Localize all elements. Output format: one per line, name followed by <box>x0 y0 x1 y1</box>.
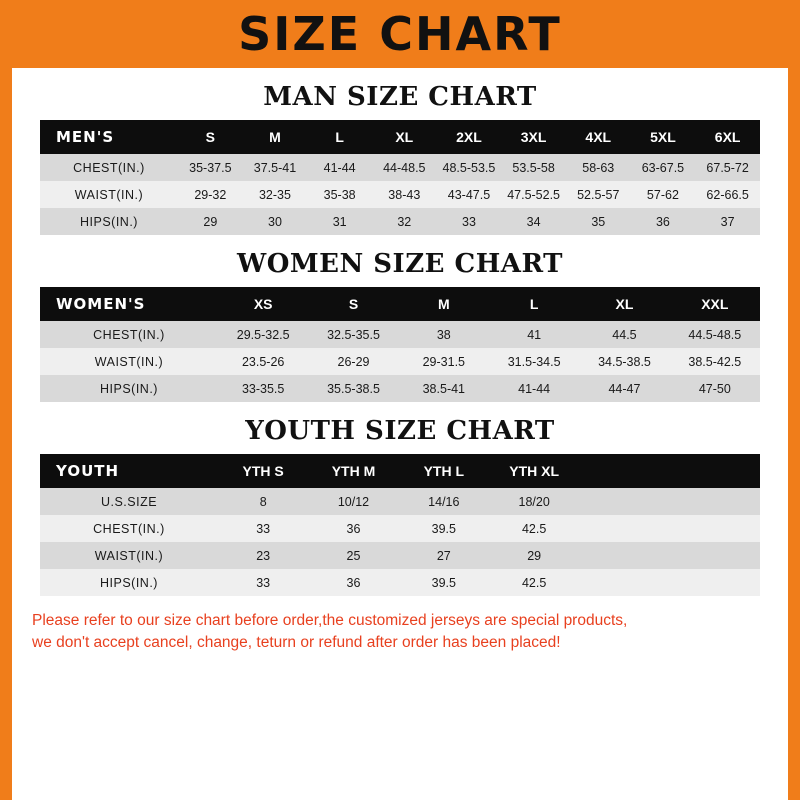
cell: 38 <box>399 321 489 348</box>
cell <box>579 569 669 596</box>
section-title-youth: YOUTH SIZE CHART <box>245 416 555 446</box>
table-row <box>40 515 760 542</box>
column-header: XL <box>579 287 669 321</box>
column-header: YTH L <box>399 454 489 488</box>
table-row <box>40 208 760 235</box>
column-header: XL <box>372 120 437 154</box>
row-label: CHEST(IN.) <box>40 515 218 542</box>
cell: 39.5 <box>399 515 489 542</box>
cell: 10/12 <box>308 488 398 515</box>
column-header: S <box>308 287 398 321</box>
notice-line-1: Please refer to our size chart before order,the customized jerseys are special products, <box>32 612 628 629</box>
table-row <box>40 321 760 348</box>
row-label: CHEST(IN.) <box>40 321 218 348</box>
cell: 36 <box>308 569 398 596</box>
cell: 29-32 <box>178 181 243 208</box>
cell: 25 <box>308 542 398 569</box>
column-header-womens: WOMEN'S <box>40 287 218 321</box>
column-header: YTH S <box>218 454 308 488</box>
section-youth-size-chart <box>12 416 788 596</box>
column-header: 6XL <box>695 120 760 154</box>
column-header: L <box>307 120 372 154</box>
row-label: WAIST(IN.) <box>40 542 218 569</box>
page-banner <box>0 0 800 68</box>
row-label: HIPS(IN.) <box>40 569 218 596</box>
table-row <box>40 181 760 208</box>
cell <box>579 515 669 542</box>
cell: 33 <box>218 515 308 542</box>
cell: 38-43 <box>372 181 437 208</box>
cell: 42.5 <box>489 515 579 542</box>
cell: 47.5-52.5 <box>501 181 566 208</box>
table-row <box>40 348 760 375</box>
cell <box>670 569 760 596</box>
cell: 48.5-53.5 <box>437 154 502 181</box>
cell <box>670 542 760 569</box>
cell: 32.5-35.5 <box>308 321 398 348</box>
cell: 47-50 <box>670 375 760 402</box>
cell: 33-35.5 <box>218 375 308 402</box>
column-header: YTH M <box>308 454 398 488</box>
cell: 44.5-48.5 <box>670 321 760 348</box>
column-header: M <box>243 120 308 154</box>
cell: 36 <box>308 515 398 542</box>
table-man-size-chart <box>40 120 760 235</box>
cell: 41-44 <box>489 375 579 402</box>
cell: 44-47 <box>579 375 669 402</box>
cell: 37.5-41 <box>243 154 308 181</box>
cell: 35 <box>566 208 631 235</box>
column-header: S <box>178 120 243 154</box>
column-header-youth: YOUTH <box>40 454 218 488</box>
cell: 27 <box>399 542 489 569</box>
cell: 8 <box>218 488 308 515</box>
cell: 14/16 <box>399 488 489 515</box>
table-row <box>40 569 760 596</box>
order-policy-notice <box>32 610 768 655</box>
column-header: 2XL <box>437 120 502 154</box>
row-label: CHEST(IN.) <box>40 154 178 181</box>
section-title-man: MAN SIZE CHART <box>263 82 537 112</box>
cell <box>579 542 669 569</box>
cell: 29-31.5 <box>399 348 489 375</box>
cell <box>579 488 669 515</box>
section-title-women: WOMEN SIZE CHART <box>237 249 563 279</box>
cell: 35-38 <box>307 181 372 208</box>
table-women-size-chart <box>40 287 760 402</box>
column-header: 5XL <box>631 120 696 154</box>
cell: 58-63 <box>566 154 631 181</box>
cell: 34.5-38.5 <box>579 348 669 375</box>
cell: 38.5-42.5 <box>670 348 760 375</box>
cell: 23 <box>218 542 308 569</box>
column-header-mens: MEN'S <box>40 120 178 154</box>
column-header: L <box>489 287 579 321</box>
cell: 31 <box>307 208 372 235</box>
column-header: XS <box>218 287 308 321</box>
page-title: SIZE CHART <box>238 7 562 61</box>
cell: 42.5 <box>489 569 579 596</box>
table-row <box>40 375 760 402</box>
cell: 41-44 <box>307 154 372 181</box>
cell: 44.5 <box>579 321 669 348</box>
section-man-size-chart <box>12 82 788 235</box>
cell: 33 <box>218 569 308 596</box>
table-header-row <box>40 287 760 321</box>
cell: 67.5-72 <box>695 154 760 181</box>
column-header: M <box>399 287 489 321</box>
cell: 63-67.5 <box>631 154 696 181</box>
cell: 31.5-34.5 <box>489 348 579 375</box>
notice-line-2: we don't accept cancel, change, teturn or refund after order has been placed! <box>32 634 561 652</box>
cell: 39.5 <box>399 569 489 596</box>
row-label: HIPS(IN.) <box>40 375 218 402</box>
cell: 26-29 <box>308 348 398 375</box>
cell <box>670 488 760 515</box>
cell: 33 <box>437 208 502 235</box>
cell: 38.5-41 <box>399 375 489 402</box>
cell: 29.5-32.5 <box>218 321 308 348</box>
row-label: WAIST(IN.) <box>40 348 218 375</box>
cell <box>670 515 760 542</box>
cell: 23.5-26 <box>218 348 308 375</box>
cell: 35-37.5 <box>178 154 243 181</box>
column-header: XXL <box>670 287 760 321</box>
cell: 29 <box>489 542 579 569</box>
table-youth-size-chart <box>40 454 760 596</box>
table-row <box>40 488 760 515</box>
cell: 57-62 <box>631 181 696 208</box>
column-header <box>670 454 760 488</box>
column-header: 4XL <box>566 120 631 154</box>
column-header: YTH XL <box>489 454 579 488</box>
cell: 53.5-58 <box>501 154 566 181</box>
cell: 18/20 <box>489 488 579 515</box>
cell: 43-47.5 <box>437 181 502 208</box>
row-label: HIPS(IN.) <box>40 208 178 235</box>
cell: 32-35 <box>243 181 308 208</box>
cell: 44-48.5 <box>372 154 437 181</box>
cell: 41 <box>489 321 579 348</box>
table-row <box>40 154 760 181</box>
cell: 62-66.5 <box>695 181 760 208</box>
cell: 36 <box>631 208 696 235</box>
column-header: 3XL <box>501 120 566 154</box>
cell: 35.5-38.5 <box>308 375 398 402</box>
table-row <box>40 542 760 569</box>
cell: 30 <box>243 208 308 235</box>
cell: 52.5-57 <box>566 181 631 208</box>
cell: 32 <box>372 208 437 235</box>
table-header-row <box>40 454 760 488</box>
cell: 34 <box>501 208 566 235</box>
column-header <box>579 454 669 488</box>
cell: 29 <box>178 208 243 235</box>
section-women-size-chart <box>12 249 788 402</box>
row-label: U.S.SIZE <box>40 488 218 515</box>
cell: 37 <box>695 208 760 235</box>
table-header-row <box>40 120 760 154</box>
row-label: WAIST(IN.) <box>40 181 178 208</box>
